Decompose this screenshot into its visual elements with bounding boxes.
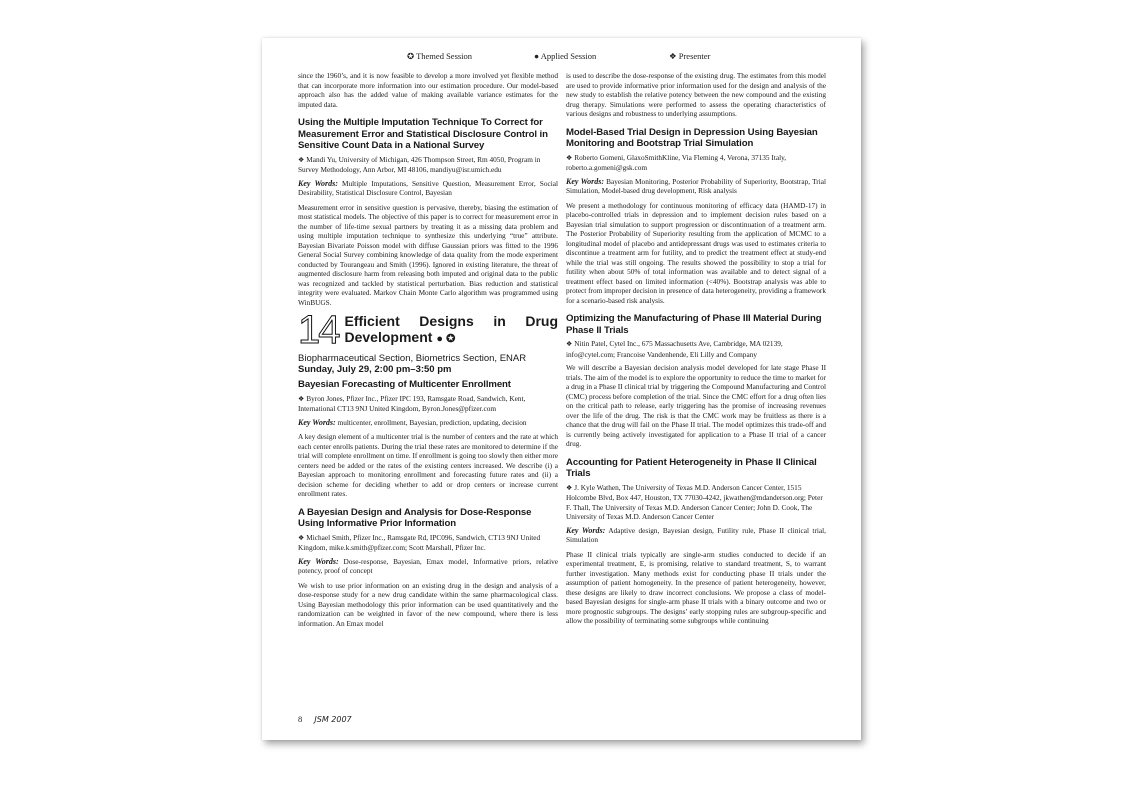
abstract-body: Phase II clinical trials typically are single-arm studies conducted to decide if an experimental treatment, E, is promising, relative to standard treatment, S, to warrant further investigation. Many methods exist for conducting phase II trials under the assumption of patient homogeneity. In the presence of patient heterogeneity, however, these designs are likely to draw incorrect conclusions. We propose a class of model-based Bayesian designs for single-arm phase II trials with a binary outcome and two or more prognostic subgroups. The designs’ early stopping rules are subgroup-specific and allow the possibility of terminating some subgroups while continuing — [566, 549, 826, 625]
presenter-icon: ❖ — [298, 533, 305, 542]
continued-abstract: since the 1960’s, and it is now feasible to develop a more involved yet flexible method that can incorporate more information into our estimation procedure. Our model-based approach also has the added value of making available variance estimates for the imputed data. — [298, 71, 558, 109]
session-datetime: Sunday, July 29, 2:00 pm–3:50 pm — [298, 364, 452, 375]
presenter-affiliation: ❖ Byron Jones, Pfizer Inc., Pfizer IPC 193, Ramsgate Road, Sandwich, Kent, International CT13 9NJ United Kingdom, Byron.Jones@pfizer.com — [298, 393, 526, 413]
left-column — [298, 71, 558, 634]
legend-themed-session: ✪ Themed Session — [407, 51, 473, 61]
session-title: Efficient Designs in Drug Development ● ✪ — [344, 313, 558, 345]
document-page — [262, 38, 861, 740]
presenter-affiliation: ❖ Mandi Yu, University of Michigan, 426 Thompson Street, Rm 4050, Program in Survey Methodology, Ann Arbor, MI 48106, mandiyu@isr.umich.edu — [298, 154, 541, 174]
session-number: 14 — [298, 308, 339, 352]
abstract-body: We wish to use prior information on an existing drug in the design and analysis of a dose-response study for a new drug candidate within the same pharmacological class. Using Bayesian methodology this prior information can be used quantitatively and the randomization can be weighted in favor of the new compound, where there is less information. An Emax model — [298, 580, 558, 628]
legend-presenter: ❖ Presenter — [669, 51, 711, 61]
keywords: Key Words: multicenter, enrollment, Bayesian, prediction, updating, decision — [298, 417, 527, 427]
abstract-title: Model-Based Trial Design in Depression Using Bayesian Monitoring and Bootstrap Trial Simulation — [566, 126, 818, 149]
session-sections: Biopharmaceutical Section, Biometrics Section, ENAR — [298, 353, 527, 364]
session-header — [298, 308, 558, 375]
keywords: Key Words: Multiple Imputations, Sensitive Question, Measurement Error, Social Desirability, Statistical Disclosure Control, Bayesian — [298, 178, 559, 197]
abstract-body: We present a methodology for continuous monitoring of efficacy data (HAMD-17) in placebo-controlled trials in depression and to implement decision rules based on a Bayesian trial simulation to support progression or discontinuation of a treatment arm. The Posterior Probability of Superiority resulting from the application of MCMC to a longitudinal model of placebo and antidepressant drugs was used to estimates criteria to discontinue a treatment arm for futility, and to predict the treatment effect at study-end while the trial was still ongoing. The results showed the possibility to stop a trial for futility when about 50% of total information was available and to detect signal of a treatment effect based on limited information (<40%). Bootstrap analysis was able to protect from improper decision in presence of data heterogeneity, providing a framework for a scenario-based risk analysis. — [566, 200, 826, 305]
session-type-icons: ● ✪ — [436, 333, 456, 345]
presenter-icon: ❖ — [566, 340, 573, 348]
abstract-body: We will describe a Bayesian decision analysis model developed for late stage Phase II trials. The aim of the model is to explore the opportunity to reduce the time to market for a drug in a Phase II clinical trial by triggering the Compound Manufacturing and Control (CMC) process before completion of the trial. Since the CMC effort for a drug often lies on the critical path to release, early triggering has the promise of increasing revenues over the life of the drug. The risk is that the CMC work may be fruitless as there is a chance that the drug will fail on the Phase II trial. The model optimizes this trade-off and is currently being actively investigated for application to a Phase II trial of a cancer drug. — [566, 363, 826, 448]
abstract-title: Optimizing the Manufacturing of Phase III Material During Phase II Trials — [566, 313, 822, 336]
presenter-affiliation: ❖ Nitin Patel, Cytel Inc., 675 Massachusetts Ave, Cambridge, MA 02139, info@cytel.com; Francoise Vandenhende, Eli Lilly and Company — [566, 339, 783, 359]
abstract-body: Measurement error in sensitive question is pervasive, thereby, biasing the estimation of most statistical models. The objective of this paper is to correct for measurement error in the number of life-time sexual partners by treating it as a missing data problem and using multiple imputation technique to synthesize this underlying “true” attribute. Bayesian Bivariate Poisson model with diffuse Gaussian priors was fitted to the 1996 General Social Survey combining knowledge of data quality from the mode experiment conducted by Tourangeau and Smith (1996). Ignored in existing literature, the threat of augmented disclosure harm from releasing both imputed and original data to the public was recognized and tackled by statistical perturbation. Bias reduction and statistical integrity were evaluated. Markov Chain Monte Carlo algorithm was programmed using WinBUGS. — [298, 202, 558, 307]
presenter-icon: ❖ — [566, 153, 573, 162]
jsm-logo: JSM 2007 — [314, 715, 352, 724]
keywords: Key Words: Bayesian Monitoring, Posterior Probability of Superiority, Bootstrap, Trial Simulation, Model-based drug development, Risk analysis — [566, 176, 826, 195]
abstract-title: Accounting for Patient Heterogeneity in Phase II Clinical Trials — [566, 456, 817, 479]
page-footer — [298, 714, 352, 724]
presenter-affiliation: ❖ J. Kyle Wathen, The University of Texas M.D. Anderson Cancer Center, 1515 Holcombe Blvd, Box 447, Houston, TX 77030-4242, jkwathen@mdanderson.org; Peter F. Thall, The University of Texas M.D. Anderson Cancer Center; John D. Cook, The University of Texas M.D. Anderson Cancer Center — [566, 482, 823, 521]
keywords: Key Words: Dose-response, Bayesian, Emax model, Informative priors, relative potency, proof of concept — [298, 556, 558, 575]
right-column — [566, 71, 826, 632]
keywords: Key Words: Adaptive design, Bayesian design, Futility rule, Phase II clinical trial, Simulation — [566, 525, 827, 544]
presenter-affiliation: ❖ Michael Smith, Pfizer Inc., Ramsgate Rd, IPC096, Sandwich, CT13 9NJ United Kingdom, mike.k.smith@pfizer.com; Scott Marshall, Pfizer Inc. — [298, 532, 541, 552]
presenter-icon: ❖ — [566, 483, 573, 492]
presenter-icon: ❖ — [298, 394, 305, 403]
legend-applied-session: ● Applied Session — [534, 51, 597, 61]
abstract-title: A Bayesian Design and Analysis for Dose-Response Using Informative Prior Information — [298, 506, 532, 529]
abstract-title: Using the Multiple Imputation Technique To Correct for Measurement Error and Statistical Disclosure Control in Sensitive Count Data in a National Survey — [298, 117, 548, 151]
presenter-affiliation: ❖ Roberto Gomeni, GlaxoSmithKline, Via Fleming 4, Verona, 37135 Italy, roberto.a.gomeni@gsk.com — [566, 152, 787, 172]
presenter-icon: ❖ — [298, 155, 305, 164]
abstract-title: Bayesian Forecasting of Multicenter Enrollment — [298, 379, 511, 390]
continued-abstract: is used to describe the dose-response of the existing drug. The estimates from this model are used to provide informative prior information used for the design and analysis of the new study to establish the relative potency between the new compound and the existing drug therapy. Simulations were performed to assess the operating characteristics of various designs and robustness to underlying assumptions. — [566, 71, 826, 118]
abstract-body: A key design element of a multicenter trial is the number of centers and the rate at which each center enrolls patients. During the trial these rates are monitored to determine if the trial will complete enrollment on time. If enrollment is going too slowly then either more centers need be added or the rates of the existing centers increased. We describe (i) a Bayesian approach to monitoring enrollment and forecasting future rates and (ii) a decision scheme for deciding whether to add or drop centers or increase current enrollment rates. — [298, 432, 558, 498]
page-number: 8 — [298, 714, 303, 724]
